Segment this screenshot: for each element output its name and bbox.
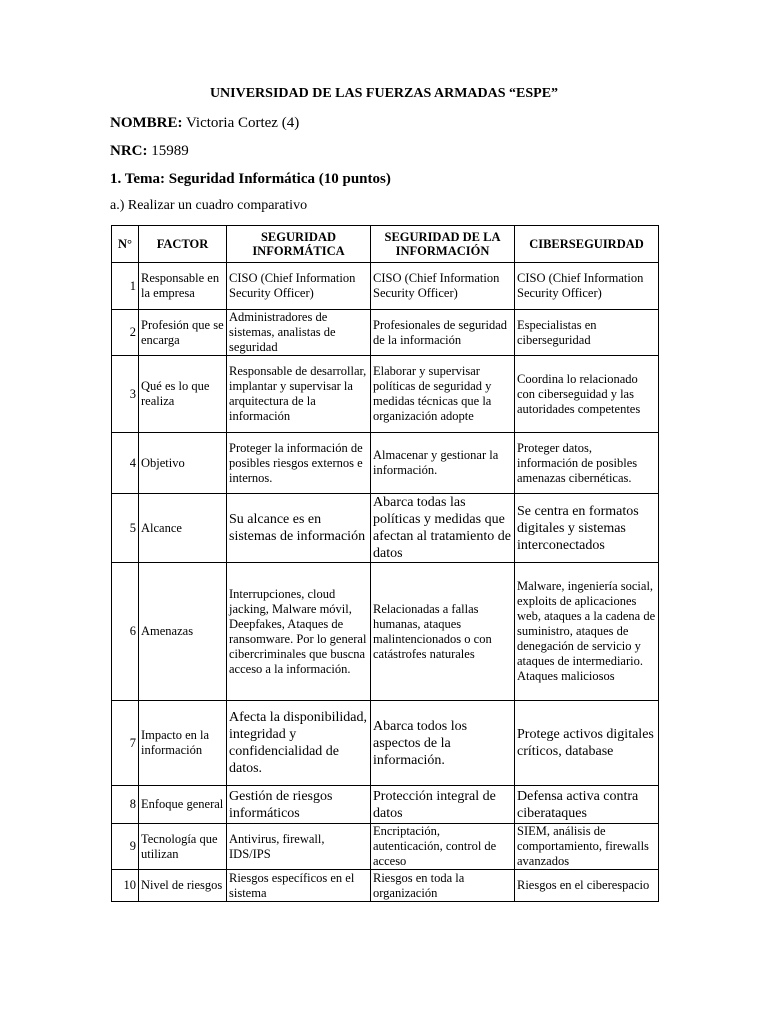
row-factor: Alcance xyxy=(139,494,227,563)
cell-seguridad-informatica: Gestión de riesgos informáticos xyxy=(227,786,371,824)
cell-ciberseguridad: Riesgos en el ciberespacio xyxy=(515,870,659,902)
header-seguridad-informatica: SEGURIDAD INFORMÁTICA xyxy=(227,226,371,263)
row-number: 1 xyxy=(112,263,139,310)
subtitle: a.) Realizar un cuadro comparativo xyxy=(110,198,308,213)
table-row xyxy=(112,786,659,824)
cell-seguridad-informacion: Encriptación, autenticación, control de acceso xyxy=(371,824,515,870)
cell-seguridad-informacion: Almacenar y gestionar la información. xyxy=(371,433,515,494)
row-number: 9 xyxy=(112,824,139,870)
row-number: 3 xyxy=(112,356,139,433)
nrc-label: NRC: xyxy=(110,143,148,159)
cell-ciberseguridad: Defensa activa contra ciberataques xyxy=(515,786,659,824)
table-row xyxy=(112,310,659,356)
cell-seguridad-informatica: Afecta la disponibilidad, integridad y confidencialidad de datos. xyxy=(227,701,371,786)
cell-ciberseguridad: Proteger datos, información de posibles amenazas cibernéticas. xyxy=(515,433,659,494)
nombre-line xyxy=(110,115,299,132)
table-row xyxy=(112,356,659,433)
cell-ciberseguridad: CISO (Chief Information Security Officer) xyxy=(515,263,659,310)
cell-seguridad-informacion: Abarca todos los aspectos de la información. xyxy=(371,701,515,786)
cell-ciberseguridad: Protege activos digitales críticos, database xyxy=(515,701,659,786)
cell-seguridad-informacion: Riesgos en toda la organización xyxy=(371,870,515,902)
cell-ciberseguridad: Coordina lo relacionado con ciberseguidad y las autoridades competentes xyxy=(515,356,659,433)
cell-ciberseguridad: Especialistas en ciberseguridad xyxy=(515,310,659,356)
cell-seguridad-informatica: Antivirus, firewall, IDS/IPS xyxy=(227,824,371,870)
row-number: 5 xyxy=(112,494,139,563)
comparison-table xyxy=(111,225,659,902)
table-row xyxy=(112,263,659,310)
cell-seguridad-informatica: Interrupciones, cloud jacking, Malware móvil, Deepfakes, Ataques de ransomware. Por lo general cibercriminales que buscna acceso a la información. xyxy=(227,563,371,701)
cell-ciberseguridad: Se centra en formatos digitales y sistemas interconectados xyxy=(515,494,659,563)
table-row xyxy=(112,563,659,701)
cell-seguridad-informacion: Elaborar y supervisar políticas de seguridad y medidas técnicas que la organización adopte xyxy=(371,356,515,433)
cell-seguridad-informacion: Abarca todas las políticas y medidas que afectan al tratamiento de datos xyxy=(371,494,515,563)
row-factor: Nivel de riesgos xyxy=(139,870,227,902)
nrc-line xyxy=(110,143,189,160)
cell-ciberseguridad: Malware, ingeniería social, exploits de aplicaciones web, ataques a la cadena de suministro, ataques de denegación de servicio y ataques de intermediario. Ataques maliciosos xyxy=(515,563,659,701)
table-row xyxy=(112,494,659,563)
cell-ciberseguridad: SIEM, análisis de comportamiento, firewalls avanzados xyxy=(515,824,659,870)
cell-seguridad-informacion: CISO (Chief Information Security Officer) xyxy=(371,263,515,310)
header-seguridad-informacion: SEGURIDAD DE LA INFORMACIÓN xyxy=(371,226,515,263)
row-factor: Tecnología que utilizan xyxy=(139,824,227,870)
row-number: 4 xyxy=(112,433,139,494)
row-number: 8 xyxy=(112,786,139,824)
row-factor: Impacto en la información xyxy=(139,701,227,786)
header-number: N° xyxy=(112,226,139,263)
table-row xyxy=(112,870,659,902)
cell-seguridad-informacion: Profesionales de seguridad de la información xyxy=(371,310,515,356)
cell-seguridad-informatica: Proteger la información de posibles riesgos externos e internos. xyxy=(227,433,371,494)
row-factor: Responsable en la empresa xyxy=(139,263,227,310)
table-row xyxy=(112,433,659,494)
nombre-value: Victoria Cortez (4) xyxy=(185,115,300,131)
cell-seguridad-informacion: Protección integral de datos xyxy=(371,786,515,824)
cell-seguridad-informatica: Riesgos específicos en el sistema xyxy=(227,870,371,902)
row-factor: Amenazas xyxy=(139,563,227,701)
nombre-label: NOMBRE: xyxy=(110,115,183,131)
nrc-value: 15989 xyxy=(151,143,189,159)
row-number: 7 xyxy=(112,701,139,786)
tema-heading: 1. Tema: Seguridad Informática (10 puntos) xyxy=(110,171,391,187)
university-title: UNIVERSIDAD DE LAS FUERZAS ARMADAS “ESPE” xyxy=(209,86,559,101)
row-factor: Objetivo xyxy=(139,433,227,494)
cell-seguridad-informacion: Relacionadas a fallas humanas, ataques malintencionados o con catástrofes naturales xyxy=(371,563,515,701)
row-number: 10 xyxy=(112,870,139,902)
row-number: 6 xyxy=(112,563,139,701)
header-ciberseguridad: CIBERSEGUIRDAD xyxy=(515,226,659,263)
row-factor: Profesión que se encarga xyxy=(139,310,227,356)
cell-seguridad-informatica: Su alcance es en sistemas de información xyxy=(227,494,371,563)
row-factor: Enfoque general xyxy=(139,786,227,824)
cell-seguridad-informatica: CISO (Chief Information Security Officer) xyxy=(227,263,371,310)
table-header-row xyxy=(112,226,659,263)
row-factor: Qué es lo que realiza xyxy=(139,356,227,433)
cell-seguridad-informatica: Administradores de sistemas, analistas de seguridad xyxy=(227,310,371,356)
header-factor: FACTOR xyxy=(139,226,227,263)
table-row xyxy=(112,824,659,870)
cell-seguridad-informatica: Responsable de desarrollar, implantar y supervisar la arquitectura de la información xyxy=(227,356,371,433)
row-number: 2 xyxy=(112,310,139,356)
table-row xyxy=(112,701,659,786)
